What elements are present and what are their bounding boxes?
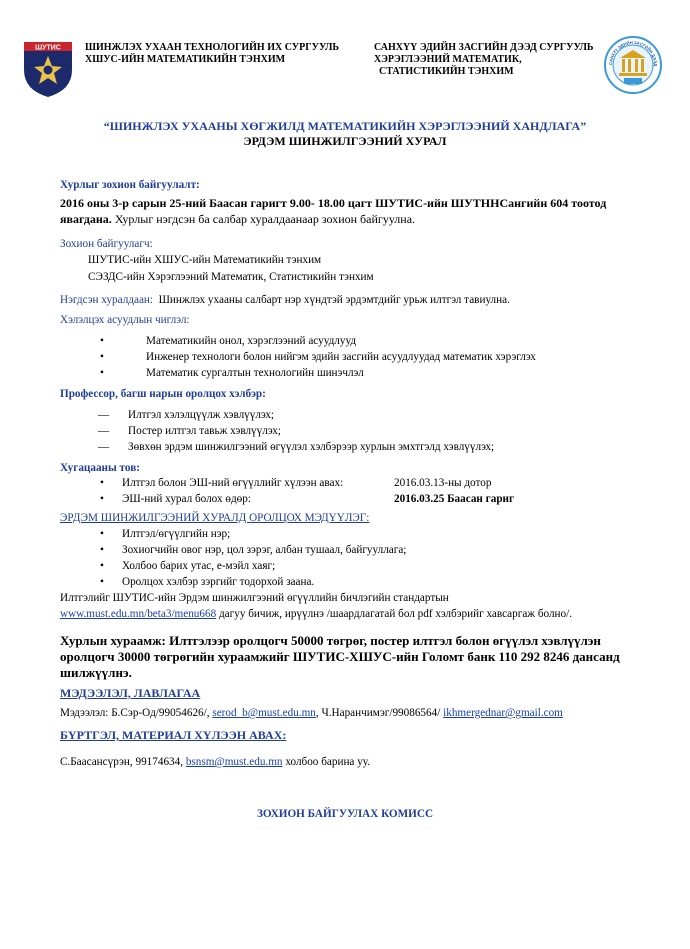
registration-heading: БҮРТГЭЛ, МАТЕРИАЛ ХҮЛЭЭН АВАХ:	[60, 728, 287, 742]
left-logo-text: ШУТИС	[35, 44, 61, 52]
bullet-icon: •	[100, 493, 104, 505]
dash-icon: —	[98, 441, 110, 453]
list-item	[98, 440, 494, 454]
notice-paragraph-line1: Илтгэлийг ШУТИС-ийн Эрдэм шинжилгээний өгүүллийн бичлэгийн стандартын	[60, 592, 449, 604]
list-item	[98, 424, 281, 438]
notice-paragraph-line2	[60, 607, 572, 621]
right-logo	[604, 36, 662, 94]
committee-signature: ЗОХИОН БАЙГУУЛАХ КОМИСС	[256, 808, 434, 820]
email-link[interactable]: serod_b@must.edu.mn	[212, 707, 316, 719]
right-institution	[374, 42, 594, 78]
notice-paragraph-rest: дагуу бичиж, ирүүлнэ /шаардлагатай бол pdf хэлбэрийг хавсаргаж болно/.	[216, 608, 573, 620]
list-item	[100, 527, 230, 541]
bullet-icon: •	[100, 560, 104, 572]
info-middle: , Ч.Наранчимэг/99086564/	[315, 707, 444, 719]
organization-heading: Хурлыг зохион байгуулалт:	[60, 179, 200, 191]
deadline-row	[100, 492, 514, 506]
deadline-value: 2016.03.25 Баасан гариг	[394, 493, 515, 505]
left-logo	[22, 40, 74, 98]
bullet-icon: •	[100, 367, 104, 379]
participation-text: Илтгэл хэлэлцүүлж хэвлүүлэх;	[128, 409, 275, 421]
info-line	[60, 706, 563, 720]
notice-item: Оролцох хэлбэр зэргийг тодорхой заана.	[122, 576, 315, 588]
plenary-text: Шинжлэх ухааны салбарт нэр хүндтэй эрдэмтдийг урьж илтгэл тавиулна.	[158, 294, 510, 306]
notice-item: Илтгэл/өгүүлгийн нэр;	[122, 528, 231, 540]
registration-prefix: С.Баасансүрэн, 99174634,	[60, 756, 186, 768]
dash-icon: —	[98, 425, 110, 437]
topics-heading: Хэлэлцэх асуудлын чиглэл:	[60, 314, 190, 326]
bullet-icon: •	[100, 477, 104, 489]
list-item	[100, 543, 406, 557]
topic-text: Математикийн онол, хэрэглээний асуудлууд	[146, 335, 357, 347]
deadline-label: ЭШ-ний хурал болох өдөр:	[122, 493, 251, 505]
deadline-row	[100, 476, 491, 490]
bullet-icon: •	[100, 351, 104, 363]
right-institution-line3: СТАТИСТИКИЙН ТЭНХИМ	[379, 66, 514, 77]
title-line1: “ШИНЖЛЭХ УХААНЫ ХӨГЖИЛД МАТЕМАТИКИЙН ХЭРЭГЛЭЭНИЙ ХАНДЛАГА”	[103, 119, 587, 133]
right-institution-line2: ХЭРЭГЛЭЭНИЙ МАТЕМАТИК,	[374, 54, 522, 65]
deadlines-heading: Хугацааны тов:	[60, 462, 140, 474]
left-institution-line1: ШИНЖЛЭХ УХААН ТЕХНОЛОГИЙН ИХ СУРГУУЛЬ	[85, 42, 340, 53]
registration-suffix: холбоо барина уу.	[282, 756, 371, 768]
organization-text	[60, 195, 650, 227]
email-link[interactable]: bsnsm@must.edu.mn	[185, 756, 283, 768]
list-item	[100, 366, 364, 380]
notice-heading: ЭРДЭМ ШИНЖИЛГЭЭНИЙ ХУРАЛД ОРОЛЦОХ МЭДҮҮЛЭГ:	[60, 512, 370, 524]
bullet-icon: •	[100, 576, 104, 588]
deadline-label: Илтгэл болон ЭШ-ний өгүүллийг хүлээн авах:	[122, 477, 344, 489]
email-link[interactable]: ikhmergednar@gmail.com	[443, 707, 563, 719]
notice-item: Зохиогчийн овог нэр, цол зэрэг, албан тушаал, байгууллага;	[122, 544, 407, 556]
university-shield-icon	[22, 40, 74, 98]
standard-link[interactable]: www.must.edu.mn/beta3/menu668	[60, 608, 217, 620]
left-institution-line2: ХШУС-ИЙН МАТЕМАТИКИЙН ТЭНХИМ	[85, 54, 286, 65]
organization-date: 2016 оны 3-р сарын 25-ний Баасан гаригт 9.00- 18.00 цагт ШУТИС-ийн ШУТННСангийн 604 тоотод явагдана.	[60, 196, 607, 226]
info-prefix: Мэдээлэл: Б.Сэр-Од/99054626/,	[60, 707, 213, 719]
deadline-value: 2016.03.13-ны дотор	[394, 477, 492, 489]
title-line2: ЭРДЭМ ШИНЖИЛГЭЭНИЙ ХУРАЛ	[243, 134, 447, 148]
fee-paragraph	[60, 633, 640, 681]
organizer-item: ШУТИС-ийн ХШУС-ийн Математикийн тэнхим	[88, 254, 322, 266]
bullet-icon: •	[100, 335, 104, 347]
list-item	[100, 575, 314, 589]
plenary-line	[60, 293, 510, 307]
participation-text: Зөвхөн эрдэм шинжилгээний өгүүлэл хэлбэрээр хурлын эмхтгэлд хэвлүүлэх;	[128, 441, 495, 453]
list-item	[100, 559, 275, 573]
plenary-heading: Нэгдсэн хуралдаан:	[60, 294, 154, 306]
organization-detail: Хурлыг нэгдсэн ба салбар хуралдаанаар зохион байгуулна.	[111, 212, 416, 226]
dash-icon: —	[98, 409, 110, 421]
list-item	[98, 408, 274, 422]
list-item	[100, 334, 356, 348]
fee-label: Хурлын хураамж	[60, 633, 162, 648]
right-logo-text: САНХҮҮ ЭДИЙН ЗАСГИЙН ДЭЭД	[607, 39, 659, 67]
list-item	[100, 350, 536, 364]
university-seal-icon	[604, 36, 662, 94]
organizers-heading: Зохион байгуулагч:	[60, 238, 153, 250]
participation-text: Постер илтгэл тавьж хэвлүүлэх;	[128, 425, 281, 437]
notice-item: Холбоо барих утас, е-мэйл хаяг;	[122, 560, 276, 572]
participation-heading: Профессор, багш нарын оролцох хэлбэр:	[60, 388, 266, 400]
registration-line	[60, 755, 370, 769]
left-institution	[85, 42, 339, 66]
organizer-item: СЭЗДС-ийн Хэрэглээний Математик, Статистикийн тэнхим	[88, 271, 374, 283]
fee-text: : Илтгэлээр оролцогч 50000 төгрөг, постер илтгэл болон өгүүлэл хэвлүүлэн оролцогч 30000 төгрөгийн хураамжийг ШУТИС-ХШУС-ийн Голомт банк 110 292 8246 дансанд шилжүүлнэ.	[60, 633, 620, 680]
right-institution-line1: САНХҮҮ ЭДИЙН ЗАСГИЙН ДЭЭД СУРГУУЛЬ	[374, 42, 594, 53]
bullet-icon: •	[100, 528, 104, 540]
conference-title	[0, 119, 690, 149]
bullet-icon: •	[100, 544, 104, 556]
topic-text: Инженер технологи болон нийгэм эдийн засгийн асуудлуудад математик хэрэглэх	[146, 351, 536, 363]
topic-text: Математик сургалтын технологийн шинэчлэл	[146, 367, 364, 379]
info-heading: МЭДЭЭЛЭЛ, ЛАВЛАГАА	[60, 686, 201, 700]
